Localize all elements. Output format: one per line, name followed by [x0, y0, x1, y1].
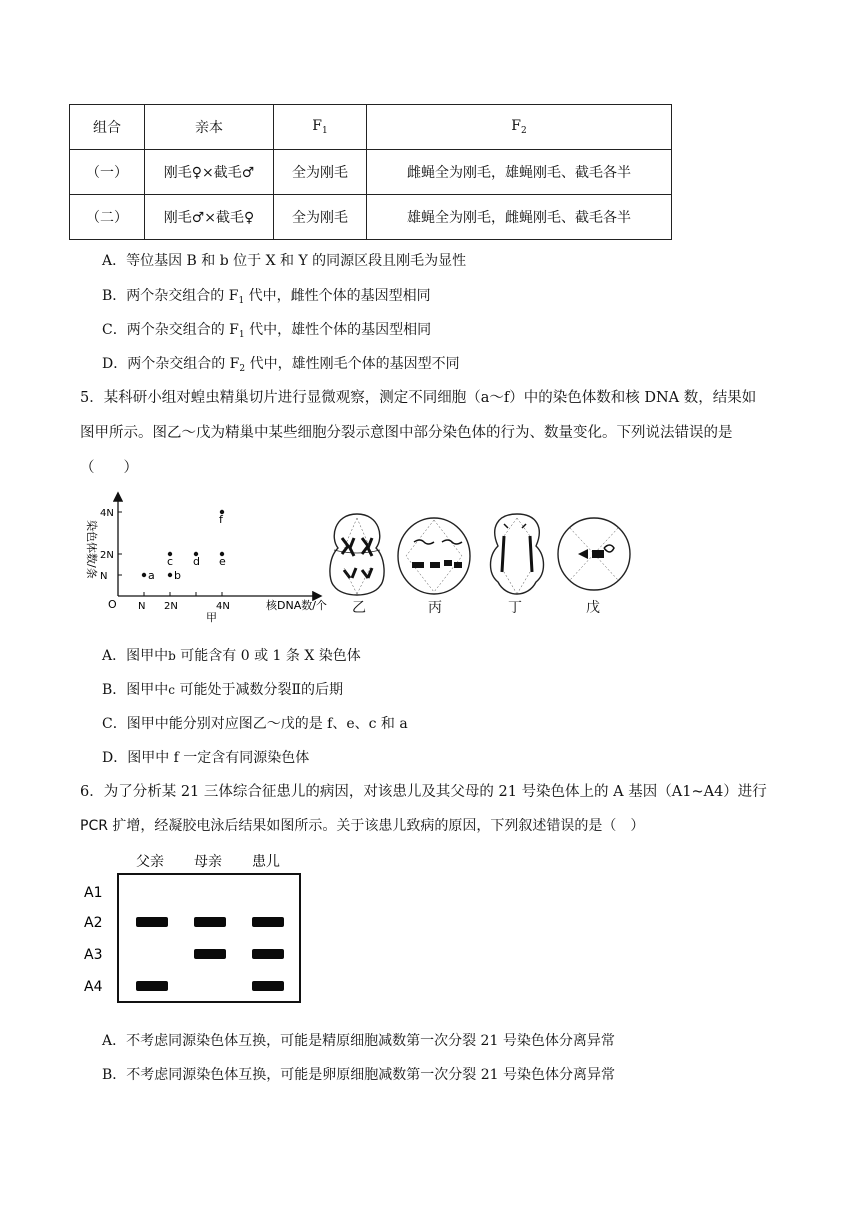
q5-option-b: B．图甲中c 可能处于减数分裂Ⅱ的后期: [102, 682, 343, 698]
table-cell: 雄蝇全为刚毛，雌蝇刚毛、截毛各半: [367, 195, 672, 240]
gel-electrophoresis-figure: [80, 846, 320, 1006]
table-header-row: [70, 105, 672, 150]
table-header-cell: 亲本: [145, 105, 274, 150]
question-6-line-1: 6．为了分析某 21 三体综合征患儿的病因，对该患儿及其父母的 21 号染色体上的 A 基因（A1~A4）进行: [80, 784, 767, 800]
question-5-line-3: （ ）: [80, 460, 138, 476]
data-point-label: e: [219, 555, 226, 568]
table-header-cell: 组合: [70, 105, 145, 150]
data-point-label: f: [219, 513, 223, 526]
option-c: C．两个杂交组合的 $F_1$ 代中，雄性个体的基因型相同: [102, 322, 432, 340]
q5-option-c: C．图甲中能分别对应图乙～戊的是 f、e、c 和 a: [102, 716, 408, 732]
data-point-label: a: [148, 569, 155, 582]
gel-row-label: A2: [84, 915, 103, 931]
table-row: [70, 150, 672, 195]
option-d: D．两个杂交组合的 $F_2$ 代中，雄性刚毛个体的基因型不同: [102, 356, 460, 374]
gel-band: [194, 949, 226, 959]
gel-band: [252, 917, 284, 927]
y-tick-label: 4N: [100, 508, 114, 519]
cross-table: [69, 104, 672, 240]
gel-row-label: A4: [84, 979, 103, 995]
x-tick-label: 2N: [164, 601, 178, 612]
gel-row-label: A1: [84, 885, 103, 901]
table-header-cell: $F_1$: [274, 105, 367, 150]
data-point-a: [142, 573, 146, 577]
y-tick-label: N: [100, 571, 108, 582]
question-6-line-2: PCR 扩增，经凝胶电泳后结果如图所示。关于该患儿致病的原因，下列叙述错误的是（ ）: [80, 818, 645, 834]
gel-band: [136, 917, 168, 927]
option-a: A．等位基因 B 和 b 位于 X 和 Y 的同源区段且刚毛为显性: [102, 253, 467, 269]
cell-label-yi: 乙: [352, 600, 366, 616]
question-5-line-1: 5．某科研小组对蝗虫精巢切片进行显微观察，测定不同细胞（a～f）中的染色体数和核 DNA 数，结果如: [80, 390, 757, 406]
gel-row-label: A3: [84, 947, 103, 963]
cell-diagram-wu: [558, 518, 630, 590]
chart-caption: 甲: [206, 611, 217, 624]
gel-band: [194, 917, 226, 927]
q6-option-b: B．不考虑同源染色体互换，可能是卵原细胞减数第一次分裂 21 号染色体分离异常: [102, 1067, 616, 1083]
data-point-label: b: [174, 569, 181, 582]
table-cell: （一）: [70, 150, 145, 195]
data-point-label: d: [193, 555, 200, 568]
q5-option-a: A．图甲中b 可能含有 0 或 1 条 X 染色体: [102, 648, 361, 664]
gel-lane-label: 母亲: [194, 854, 222, 870]
x-axis-title: 核DNA数/个: [266, 599, 327, 612]
cell-label-bing: 丙: [428, 600, 442, 616]
table-cell: 雌蝇全为刚毛，雄蝇刚毛、截毛各半: [367, 150, 672, 195]
cell-label-ding: 丁: [508, 600, 522, 616]
origin-label: O: [108, 598, 117, 611]
chromosome-dna-scatter-chart: [72, 488, 332, 628]
y-axis-title: 染色体数/条: [85, 520, 98, 579]
data-point-label: c: [167, 555, 174, 568]
q5-option-d: D．图甲中 f 一定含有同源染色体: [102, 750, 310, 766]
cell-diagram-ding: [491, 514, 544, 594]
question-5-line-2: 图甲所示。图乙～戊为精巢中某些细胞分裂示意图中部分染色体的行为、数量变化。下列说法错误的是: [80, 425, 733, 441]
table-cell: （二）: [70, 195, 145, 240]
gel-band: [252, 949, 284, 959]
gel-lane-label: 父亲: [136, 854, 164, 870]
x-tick-label: N: [138, 601, 146, 612]
table-header-cell: $F_2$: [367, 105, 672, 150]
cell-label-wu: 戊: [586, 600, 600, 616]
gel-band: [252, 981, 284, 991]
gel-lane-label: 患儿: [252, 854, 280, 870]
data-point-b: [168, 573, 172, 577]
option-b: B．两个杂交组合的 $F_1$ 代中，雌性个体的基因型相同: [102, 288, 431, 306]
gel-band: [136, 981, 168, 991]
q6-option-a: A．不考虑同源染色体互换，可能是精原细胞减数第一次分裂 21 号染色体分离异常: [102, 1033, 615, 1049]
table-cell: 全为刚毛: [274, 150, 367, 195]
cell-diagram-yi: [330, 514, 384, 595]
table-row: [70, 195, 672, 240]
table-cell: 全为刚毛: [274, 195, 367, 240]
table-cell: 刚毛♂×截毛♀: [145, 195, 274, 240]
table-cell: 刚毛♀×截毛♂: [145, 150, 274, 195]
cell-diagram-bing: [398, 518, 470, 594]
x-tick-label: 4N: [216, 601, 230, 612]
y-tick-label: 2N: [100, 550, 114, 561]
